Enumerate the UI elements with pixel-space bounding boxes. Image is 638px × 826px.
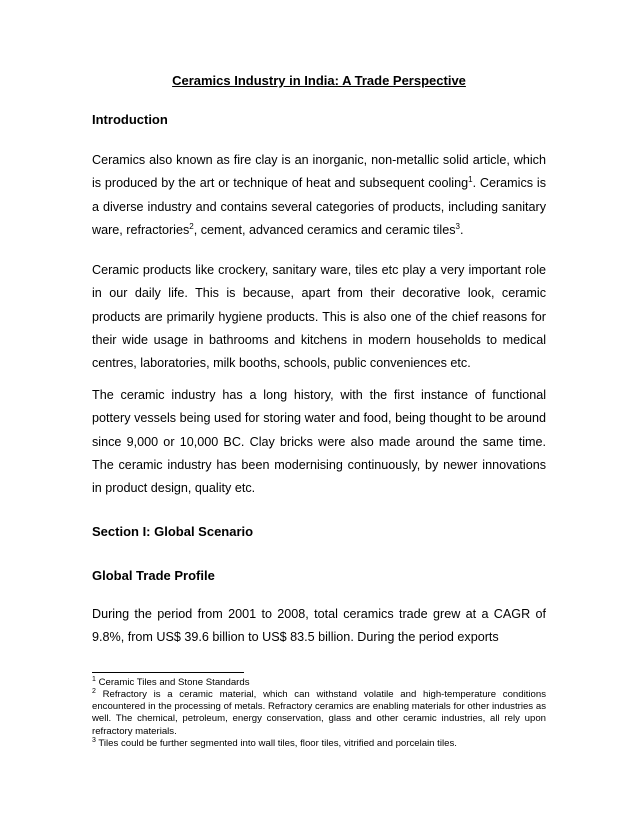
paragraph-text: .: [460, 222, 464, 237]
footnote-text: Ceramic Tiles and Stone Standards: [95, 677, 250, 688]
paragraph-ceramic-products: Ceramic products like crockery, sanitary ware, tiles etc play a very important role in our daily life. This is because, apart from their decorative look, ceramic products are primarily hygiene products. This is also one of the chief reasons for their wide usage in bathrooms and kitchens in modern households to medical centres, laboratories, milk booths, schools, public conveniences etc.: [92, 263, 546, 371]
footnote-ref-1[interactable]: 1: [468, 175, 473, 185]
paragraph-text: Ceramics also known as fire clay is an inorganic, non-metallic solid article, which is produced by the art or technique of heat and subsequent cooling: [92, 153, 546, 191]
footnote-ref-2[interactable]: 2: [189, 221, 194, 231]
footnote-number: 1: [92, 675, 96, 683]
subsection-heading: Global Trade Profile: [92, 568, 215, 583]
document-title: Ceramics Industry in India: A Trade Perspective: [172, 73, 466, 88]
section-heading: Section I: Global Scenario: [92, 524, 254, 539]
footnote-number: 3: [92, 736, 96, 744]
footnote-3: [92, 738, 546, 750]
footnote-text: Tiles could be further segmented into wall tiles, floor tiles, vitrified and porcelain tiles.: [95, 738, 457, 749]
paragraph-global-trade: During the period from 2001 to 2008, total ceramics trade grew at a CAGR of 9.8%, from US$ 39.6 billion to US$ 83.5 billion. During the period exports: [92, 607, 546, 645]
paragraph-text: . Ceramics is a diverse industry and contains several categories of products, including sanitary ware, refractories: [92, 176, 546, 237]
footnote-separator: [92, 672, 244, 673]
footnote-number: 2: [92, 687, 96, 695]
paragraph-text: , cement, advanced ceramics and ceramic tiles: [193, 222, 456, 237]
paragraph-introduction: [92, 149, 546, 242]
introduction-heading: Introduction: [92, 112, 168, 127]
footnote-2: [92, 689, 546, 738]
footnote-ref-3[interactable]: 3: [455, 221, 460, 231]
footnote-1: [92, 677, 546, 689]
paragraph-history: The ceramic industry has a long history, with the first instance of functional pottery vessels being used for storing water and food, being thought to be around since 9,000 or 10,000 BC. Clay bricks were also made around the same time. The ceramic industry has been modernising continuously, by newer innovations in product design, quality etc.: [92, 388, 546, 496]
footnote-text: Refractory is a ceramic material, which can withstand volatile and high-temperature conditions encountered in the processing of metals. Refractory ceramics are enabling materials for other industries as well. The chemical, petroleum, energy conservation, glass and other ceramic industries, all rely upon refractory materials.: [92, 689, 546, 737]
